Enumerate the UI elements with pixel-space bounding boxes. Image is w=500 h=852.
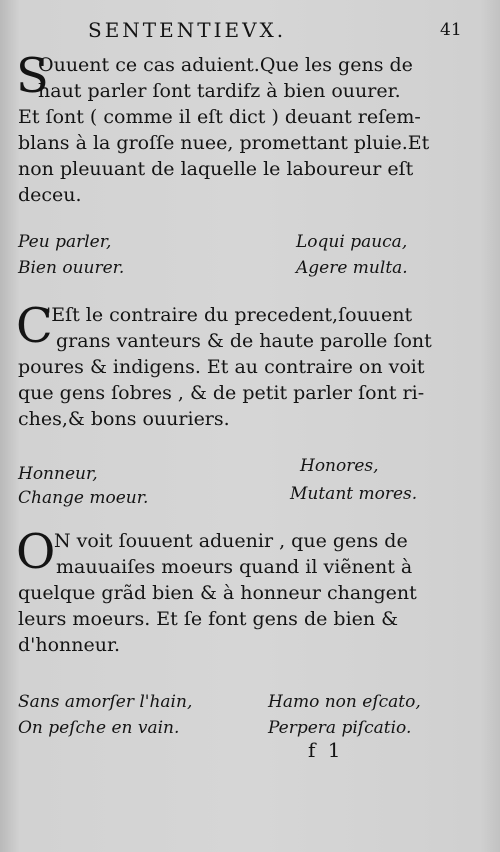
text-line: deceu. [18, 184, 82, 206]
text-line: d'honneur. [18, 634, 121, 656]
proverb-pair-1 [0, 232, 500, 286]
paragraph-2 [16, 298, 432, 432]
text-line: ches,& bons ouuriers. [18, 408, 230, 430]
paragraph-1 [16, 48, 430, 208]
text-line: que gens ſobres , & de petit parler ſont ri- [18, 382, 425, 404]
proverb-latin-line: Loqui pauca, [296, 232, 408, 252]
proverb-latin-line: Hamo non eſcato, [268, 692, 421, 712]
drop-cap: S [16, 48, 49, 104]
proverb-french-line: Peu parler, [18, 232, 112, 252]
text-line: haut parler ſont tardifz à bien ouurer. [38, 80, 401, 102]
text-line: grans vanteurs & de haute parolle ſont [56, 330, 432, 352]
proverb-latin-line: Agere multa. [296, 258, 408, 278]
drop-cap: O [16, 524, 56, 580]
proverb-latin-line: Honores, [300, 456, 379, 476]
text-line: non pleuuant de laquelle le laboureur eſt [18, 158, 414, 180]
proverb-french-line: Honneur, [18, 464, 98, 484]
proverb-french-line: Sans amorſer l'hain, [18, 692, 193, 712]
text-line: N voit ſouuent aduenir , que gens de [54, 530, 408, 552]
page-number: 41 [440, 20, 462, 40]
signature-mark: f 1 [308, 738, 344, 762]
paragraph-3 [16, 524, 417, 658]
running-head: SENTENTIEVX. [88, 18, 287, 42]
text-line: quelque grãd bien & à honneur changent [18, 582, 417, 604]
text-line: mauuaiſes moeurs quand il viẽnent à [56, 556, 413, 578]
text-line: poures & indigens. Et au contraire on voit [18, 356, 425, 378]
proverb-latin-line: Mutant mores. [290, 484, 418, 504]
text-line: 'Eſt le contraire du precedent,ſouuent [46, 304, 413, 326]
drop-cap: C [16, 298, 53, 354]
page-header [0, 16, 500, 46]
proverb-french-line: On peſche en vain. [18, 718, 180, 738]
proverb-french-line: Change moeur. [18, 488, 149, 508]
proverb-pair-2 [0, 456, 500, 510]
text-line: Et ſont ( comme il eſt dict ) deuant reſem- [18, 106, 421, 128]
proverb-pair-3 [0, 692, 500, 746]
text-line: leurs moeurs. Et ſe font gens de bien & [18, 608, 399, 630]
text-line: Ouuent ce cas aduient.Que les gens de [38, 54, 413, 76]
proverb-french-line: Bien ouurer. [18, 258, 125, 278]
text-line: blans à la groſſe nuee, promettant pluie.Et [18, 132, 430, 154]
proverb-latin-line: Perpera piſcatio. [268, 718, 412, 738]
